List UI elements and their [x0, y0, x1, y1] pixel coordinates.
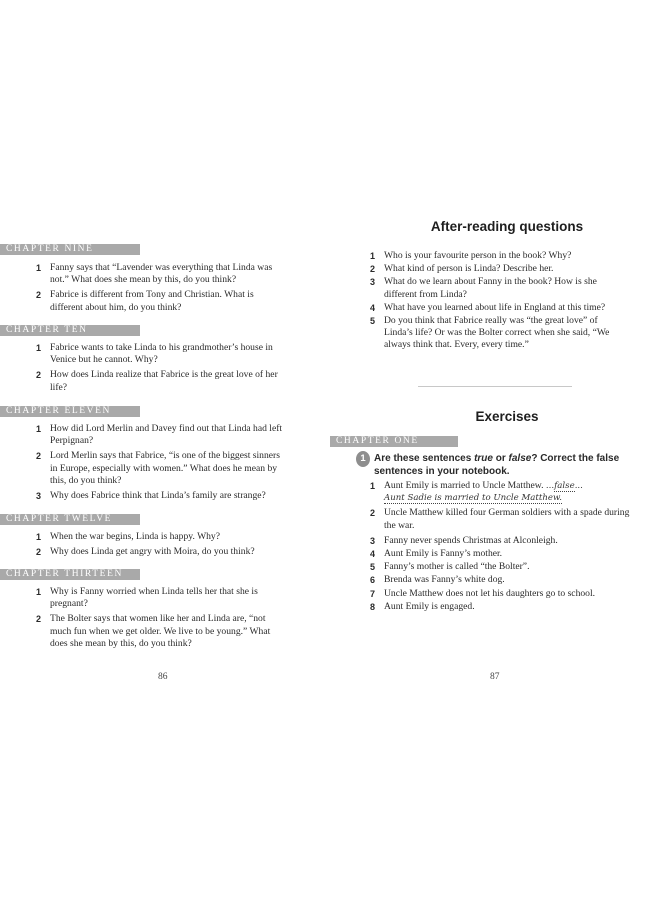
list-item: 2 The Bolter says that women like her and Linda are, “not much fun when we get older. We live to be young.” What does she mean by this, do you think? [36, 613, 271, 649]
chapter-nine-header: CHAPTER NINE [0, 244, 140, 255]
list-item: 2 Uncle Matthew killed four German soldiers with a spade during the war. [370, 507, 630, 531]
chapter-thirteen-questions [36, 586, 284, 653]
list-item: 3 Fanny never spends Christmas at Alconleigh. [370, 534, 558, 546]
chapter-ten-header: CHAPTER TEN [0, 325, 140, 336]
list-item: 6 Brenda was Fanny’s white dog. [370, 574, 505, 586]
handwritten-correction: Aunt Sadie is married to Uncle Matthew. [384, 493, 563, 504]
exercise-instruction: Are these sentences true or false? Correct the false sentences in your notebook. [374, 453, 620, 477]
after-reading-heading: After-reading questions [430, 219, 584, 234]
list-item: 5 Fanny’s mother is called “the Bolter”. [370, 561, 530, 573]
right-page [330, 0, 660, 900]
exercise-items [370, 480, 636, 614]
chapter-twelve-header: CHAPTER TWELVE [0, 514, 140, 525]
list-item: 4 Aunt Emily is Fanny’s mother. [370, 548, 503, 560]
chapter-ten-questions [36, 342, 284, 397]
list-item: 2 What kind of person is Linda? Describe her. [370, 263, 554, 275]
list-item: 2 How does Linda realize that Fabrice is the great love of her life? [36, 369, 278, 393]
list-item: 7 Uncle Matthew does not let his daughters go to school. [370, 587, 596, 599]
list-item: 2 Lord Merlin says that Fabrice, “is one of the biggest sinners in Europe, especially with women.” What does he mean by this, do you think? [36, 450, 280, 486]
page-number-left: 86 [158, 672, 168, 682]
list-item: 1 Fanny says that “Lavender was everything that Linda was not.” What does she mean by this, do you think? [36, 262, 273, 286]
list-item: 1 Fabrice wants to take Linda to his grandmother’s house in Venice but he cannot. Why? [36, 342, 273, 366]
list-item: 1 Why is Fanny worried when Linda tells her that she is pregnant? [36, 586, 258, 610]
chapter-one-header: CHAPTER ONE [330, 436, 458, 447]
list-item: 4 What have you learned about life in England at this time? [370, 301, 606, 313]
chapter-nine-questions [36, 262, 284, 317]
chapter-twelve-questions [36, 531, 284, 561]
chapter-thirteen-header: CHAPTER THIRTEEN [0, 569, 140, 580]
page-number-right: 87 [490, 672, 500, 682]
list-item: 1 How did Lord Merlin and Davey find out that Linda had left Perpignan? [36, 423, 283, 447]
after-reading-questions [370, 250, 628, 353]
handwritten-answer: ...false... [545, 481, 583, 491]
chapter-eleven-header: CHAPTER ELEVEN [0, 406, 140, 417]
list-item: 3 What do we learn about Fanny in the book? How is she different from Linda? [370, 276, 597, 300]
list-item: 3 Why does Fabrice think that Linda’s family are strange? [36, 490, 266, 502]
list-item: 8 Aunt Emily is engaged. [370, 600, 475, 612]
list-item: 1 Who is your favourite person in the book? Why? [370, 250, 572, 261]
list-item: 1 When the war begins, Linda is happy. Why? [36, 531, 220, 542]
list-item: 2 Fabrice is different from Tony and Christian. What is different about him, do you think? [36, 289, 254, 313]
list-item: 2 Why does Linda get angry with Moira, do you think? [36, 546, 255, 558]
exercises-heading: Exercises [475, 409, 539, 424]
list-item: 5 Do you think that Fabrice really was “the great love” of Linda’s life? Or was the Bolter correct when she said, “We always think that. Every, every time.” [370, 315, 610, 351]
chapter-eleven-questions [36, 423, 284, 505]
section-divider [418, 386, 572, 387]
exercise-number-badge: 1 [356, 451, 370, 467]
list-item: 1 Aunt Emily is married to Uncle Matthew. ...false... Aunt Sadie is married to Uncle Matthew. [370, 480, 583, 504]
